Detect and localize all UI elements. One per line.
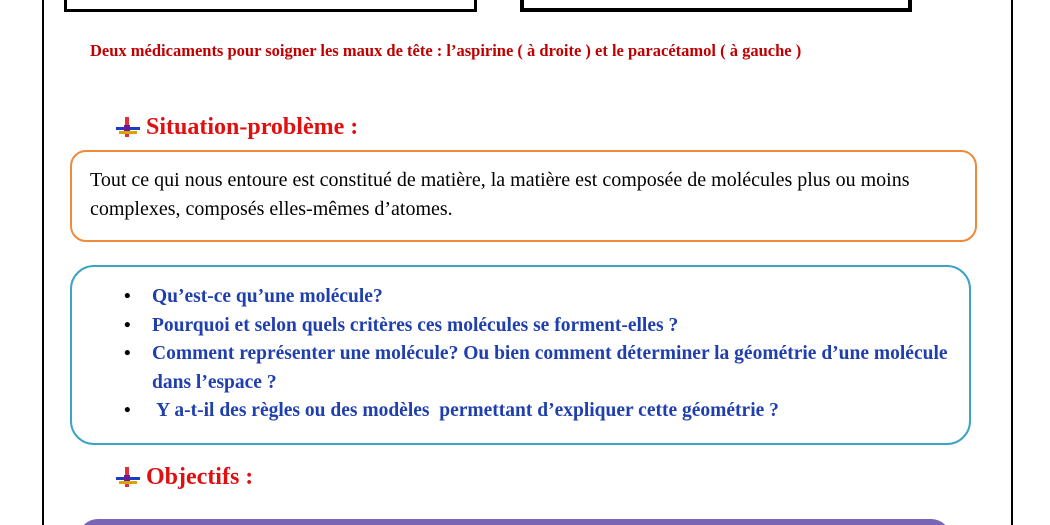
situation-title: Situation-problème : [146,114,359,140]
questions-list [120,283,949,426]
page-frame [42,0,1013,525]
cross-bullet-icon [116,467,140,489]
question-item: • Comment représenter une molécule? Ou bien comment déterminer la géométrie d’une molécule dans l’espace ? [120,340,949,397]
bullet-dot-icon: • [124,314,131,336]
objectifs-heading [116,464,253,491]
situation-text: Tout ce qui nous entoure est constitué de matière, la matière est composée de molécules plus ou moins complexes, composés elles-mêmes d’atomes. [90,169,910,220]
situation-heading [116,114,358,141]
bullet-dot-icon: • [124,343,131,364]
question-item: • Pourquoi et selon quels critères ces molécules se forment-elles ? [120,312,949,341]
subtitle: Deux médicaments pour soigner les maux de tête : l’aspirine ( à droite ) et le paracétamol ( à gauche ) [90,41,802,60]
aspirin-image-frame [520,0,912,12]
cross-bullet-icon [116,117,140,139]
objectifs-title: Objectifs : [146,464,254,490]
questions-box [70,265,971,445]
bullet-dot-icon: • [124,400,131,421]
question-item: • Qu’est-ce qu’une molécule? [120,283,949,312]
situation-text-box [70,150,977,242]
objectifs-box [78,519,951,525]
molecule-image-caption-frame [64,0,477,12]
question-item: • Y a-t-il des règles ou des modèles permettant d’expliquer cette géométrie ? [120,397,949,426]
bullet-dot-icon: • [124,286,131,307]
